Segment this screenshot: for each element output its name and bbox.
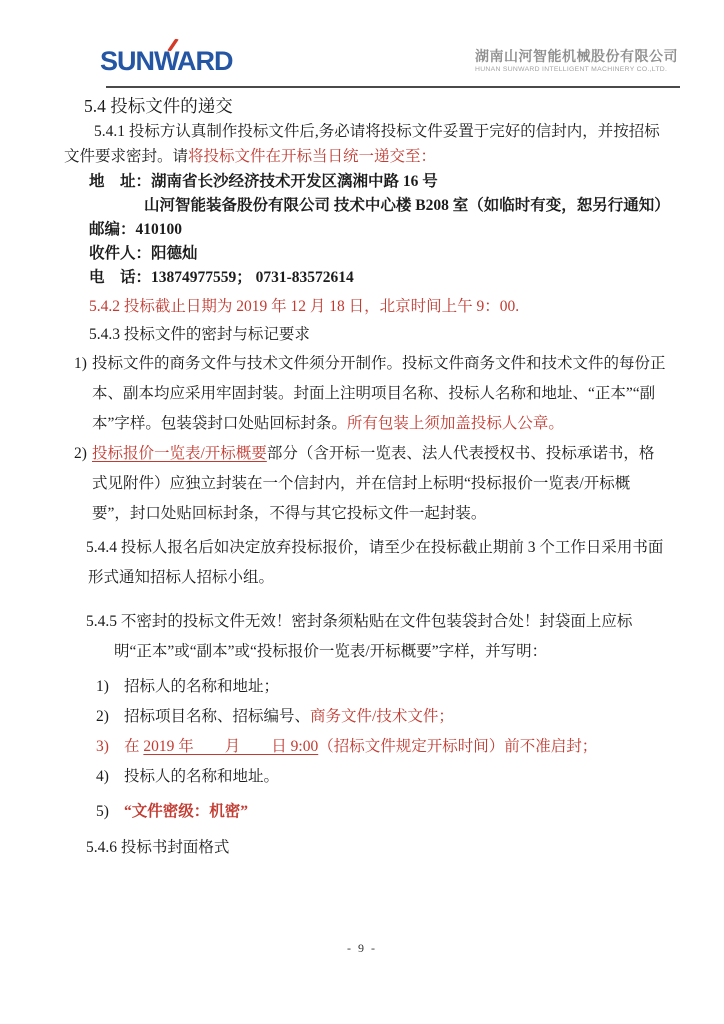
sub-item-5-number: 5)	[96, 803, 109, 820]
list-item-2-black: 部分（含开标一览表、法人代表授权书、投标承诺书，格式见附件）应独立封装在一个信封内，并在信封上标明“投标报价一览表/开标概要”，封口处贴回标封条，不得与其它投标文件一起封装。	[92, 445, 655, 522]
sub-item-5	[64, 801, 668, 822]
sub-item-2	[64, 706, 668, 727]
page-footer	[0, 941, 724, 956]
sub-item-3-date-blank: 2019 年 月 日 9:00	[143, 738, 319, 755]
sub-item-2-red: 商务文件/技术文件；	[310, 708, 454, 725]
sub-item-4-number: 4)	[96, 768, 109, 785]
para-5-4-1-red: 将投标文件在开标当日统一递交至：	[188, 148, 437, 165]
list-item-1-number: 1)	[74, 355, 87, 372]
seal-requirements-list	[64, 349, 668, 529]
sub-item-1-text: 招标人的名称和地址；	[124, 678, 280, 695]
contact-phone: 电 话：13874977559； 0731-83572614	[89, 269, 354, 286]
sub-item-2-number: 2)	[96, 708, 109, 725]
company-name-cn: 湖南山河智能机械股份有限公司	[475, 48, 678, 64]
sub-item-5-confidential-label: “文件密级：机密”	[124, 803, 249, 820]
list-item-1-black: 投标文件的商务文件与技术文件须分开制作。投标文件商务文件和技术文件的每份正本、副本均应采用牢固封装。封面上注明项目名称、投标人名称和地址、“正本”“副本”字样。包装袋封口处贴回标封条。	[92, 355, 666, 432]
list-item-2-number: 2)	[74, 445, 87, 462]
para-5-4-3: 5.4.3 投标文件的密封与标记要求	[89, 326, 310, 343]
sub-item-1	[64, 676, 668, 697]
list-item-1	[64, 349, 668, 439]
envelope-label-sublist	[64, 676, 668, 822]
sub-item-3	[64, 736, 668, 757]
contact-block	[64, 170, 668, 290]
para-5-4-2: 5.4.2 投标截止日期为 2019 年 12 月 18 日，北京时间上午 9：00.	[89, 298, 520, 315]
list-item-2	[64, 439, 668, 529]
sub-item-4	[64, 766, 668, 787]
para-5-4-1	[64, 119, 668, 169]
page-header	[0, 0, 724, 90]
sunward-logo-text: SUNWARD	[100, 46, 233, 76]
sunward-logo	[100, 46, 233, 77]
company-name-block	[475, 48, 678, 73]
contact-address: 地 址：湖南省长沙经济技术开发区漓湘中路 16 号	[89, 173, 438, 190]
sub-item-3-red-before: 在	[124, 738, 144, 755]
para-5-4-1-black: 5.4.1 投标方认真制作投标文件后,务必请将投标文件妥置于完好的信封内，并按招标文件要求密封。请	[64, 123, 660, 165]
para-5-4-5: 5.4.5 不密封的投标文件无效！密封条须粘贴在文件包装袋封合处！封袋面上应标明“正本”或“副本”或“投标报价一览表/开标概要”字样，并写明：	[86, 613, 633, 660]
para-5-4-4: 5.4.4 投标人报名后如决定放弃投标报价，请至少在投标截止期前 3 个工作日采用书面形式通知招标人招标小组。	[86, 539, 664, 586]
header-divider-line	[106, 86, 680, 88]
contact-address2: 山河智能装备股份有限公司 技术中心楼 B208 室（如临时有变，恕另行通知）	[144, 197, 670, 214]
sub-item-4-text: 投标人的名称和地址。	[124, 768, 280, 785]
section-title: 5.4 投标文件的递交	[84, 96, 233, 116]
page-number: - 9 -	[347, 941, 377, 955]
sub-item-3-number: 3)	[96, 738, 109, 755]
company-name-en: HUNAN SUNWARD INTELLIGENT MACHINERY CO.,LTD.	[475, 66, 668, 73]
list-item-1-red: 所有包装上须加盖投标人公章。	[346, 415, 564, 432]
list-item-2-red-underline: 投标报价一览表/开标概要	[92, 445, 267, 462]
sub-item-2-black: 招标项目名称、招标编号、	[124, 708, 311, 725]
para-5-4-6: 5.4.6 投标书封面格式	[86, 839, 230, 856]
sub-item-1-number: 1)	[96, 678, 109, 695]
contact-recipient: 收件人：阳德灿	[89, 245, 198, 262]
document-body	[64, 92, 668, 859]
sub-item-3-red-after: （招标文件规定开标时间）前不准启封；	[318, 738, 598, 755]
contact-zip: 邮编：410100	[89, 221, 183, 238]
